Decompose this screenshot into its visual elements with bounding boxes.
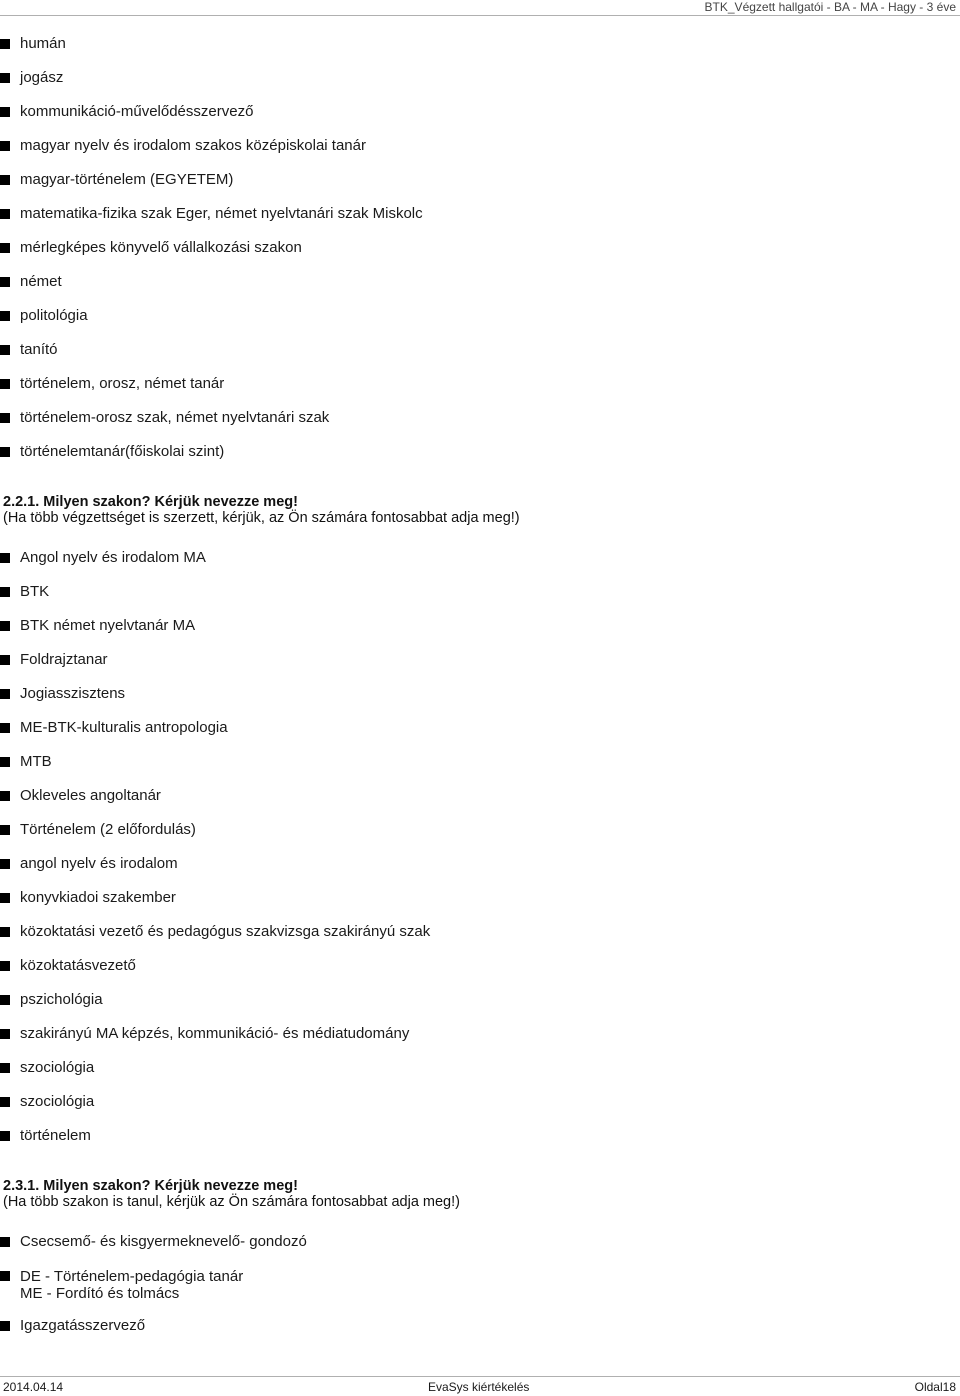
list-item (0, 1309, 960, 1343)
list-item-line: konyvkiadoi szakember (20, 889, 176, 906)
square-bullet-icon (0, 791, 10, 801)
list-item-label (20, 231, 302, 265)
list-item-label (20, 401, 329, 435)
list-item-line: szociológia (20, 1059, 95, 1076)
answer-list-3 (0, 1225, 960, 1343)
square-bullet-icon (0, 893, 10, 903)
list-item (0, 711, 960, 745)
list-item (0, 779, 960, 813)
list-item-label (20, 27, 66, 61)
list-item-line: kommunikáció-művelődésszervező (20, 103, 254, 120)
list-item (0, 1085, 960, 1119)
question-title: 2.2.1. Milyen szakon? Kérjük nevezze meg! (3, 494, 298, 510)
list-item-label (20, 367, 224, 401)
list-item-line: történelem-orosz szak, német nyelvtanári szak (20, 409, 330, 426)
list-item-label (20, 541, 206, 575)
list-item-label (20, 197, 423, 231)
list-item-line: közoktatásvezető (20, 957, 136, 974)
list-item (0, 847, 960, 881)
list-item-line: magyar-történelem (EGYETEM) (20, 171, 234, 188)
square-bullet-icon (0, 447, 10, 457)
square-bullet-icon (0, 825, 10, 835)
list-item-label (20, 1309, 145, 1343)
list-item (0, 813, 960, 847)
list-item (0, 265, 960, 299)
list-item-line: BTK német nyelvtanár MA (20, 617, 196, 634)
page-footer (0, 1376, 960, 1396)
list-item (0, 745, 960, 779)
list-item-line: Jogiasszisztens (20, 685, 126, 702)
list-item-line: mérlegképes könyvelő vállalkozási szakon (20, 239, 302, 256)
square-bullet-icon (0, 209, 10, 219)
list-item-label (20, 1017, 409, 1051)
list-item (0, 575, 960, 609)
footer-page-number: Oldal18 (914, 1380, 956, 1394)
header-title: BTK_Végzett hallgatói - BA - MA - Hagy - 3 éve (704, 0, 956, 14)
list-item (0, 541, 960, 575)
list-item-line: szociológia (20, 1093, 95, 1110)
list-item (0, 333, 960, 367)
list-item-line: MTB (20, 753, 52, 770)
list-item-label (20, 1085, 94, 1119)
square-bullet-icon (0, 1237, 10, 1247)
list-item-line: Igazgatásszervező (20, 1317, 146, 1334)
list-item-label (20, 265, 62, 299)
question-2-2-1 (3, 494, 520, 526)
list-item (0, 949, 960, 983)
question-title: 2.3.1. Milyen szakon? Kérjük nevezze meg! (3, 1178, 298, 1194)
list-item-label (20, 609, 195, 643)
list-item-line: ME - Fordító és tolmács (20, 1285, 180, 1302)
square-bullet-icon (0, 757, 10, 767)
list-item-label (20, 299, 88, 333)
question-subtitle: (Ha több végzettséget is szerzett, kérjük, az Ön számára fontosabbat adja meg!) (3, 510, 520, 526)
square-bullet-icon (0, 1321, 10, 1331)
square-bullet-icon (0, 141, 10, 151)
square-bullet-icon (0, 995, 10, 1005)
list-item-label (20, 1051, 94, 1085)
list-item (0, 163, 960, 197)
list-item-label (20, 1225, 307, 1259)
square-bullet-icon (0, 1271, 10, 1281)
list-item-line: politológia (20, 307, 88, 324)
square-bullet-icon (0, 859, 10, 869)
list-item (0, 367, 960, 401)
list-item (0, 197, 960, 231)
square-bullet-icon (0, 175, 10, 185)
square-bullet-icon (0, 553, 10, 563)
square-bullet-icon (0, 1063, 10, 1073)
list-item-label (20, 711, 228, 745)
list-item (0, 677, 960, 711)
list-item-line: ME-BTK-kulturalis antropologia (20, 719, 228, 736)
square-bullet-icon (0, 1097, 10, 1107)
list-item-line: tanító (20, 341, 58, 358)
list-item (0, 1119, 960, 1153)
square-bullet-icon (0, 587, 10, 597)
list-item-line: közoktatási vezető és pedagógus szakvizsga szakirányú szak (20, 923, 431, 940)
answer-list-1 (0, 27, 960, 469)
square-bullet-icon (0, 927, 10, 937)
list-item (0, 915, 960, 949)
list-item (0, 435, 960, 469)
square-bullet-icon (0, 1131, 10, 1141)
square-bullet-icon (0, 73, 10, 83)
list-item-line: Csecsemő- és kisgyermeknevelő- gondozó (20, 1233, 307, 1250)
list-item-label (20, 745, 52, 779)
list-item (0, 609, 960, 643)
list-item-line: DE - Történelem-pedagógia tanár (20, 1268, 244, 1285)
list-item (0, 1225, 960, 1259)
question-2-3-1 (3, 1178, 460, 1210)
list-item-label (20, 95, 253, 129)
list-item-line: matematika-fizika szak Eger, német nyelvtanári szak Miskolc (20, 205, 423, 222)
list-item-label (20, 575, 49, 609)
list-item-line: történelem, orosz, német tanár (20, 375, 225, 392)
list-item-line: történelem (20, 1127, 91, 1144)
list-item-label (20, 813, 196, 847)
list-item-line: Foldrajztanar (20, 651, 108, 668)
list-item-label (20, 163, 233, 197)
page-header (0, 0, 960, 16)
square-bullet-icon (0, 655, 10, 665)
list-item-label (20, 435, 224, 469)
square-bullet-icon (0, 277, 10, 287)
list-item (0, 983, 960, 1017)
list-item-line: történelemtanár(főiskolai szint) (20, 443, 225, 460)
square-bullet-icon (0, 379, 10, 389)
list-item (0, 299, 960, 333)
list-item (0, 95, 960, 129)
question-subtitle: (Ha több szakon is tanul, kérjük az Ön számára fontosabbat adja meg!) (3, 1194, 460, 1210)
square-bullet-icon (0, 621, 10, 631)
list-item-line: jogász (20, 69, 64, 86)
square-bullet-icon (0, 1029, 10, 1039)
square-bullet-icon (0, 311, 10, 321)
square-bullet-icon (0, 961, 10, 971)
list-item (0, 881, 960, 915)
answer-list-2 (0, 541, 960, 1153)
footer-date: 2014.04.14 (3, 1380, 64, 1394)
list-item-label (20, 61, 63, 95)
square-bullet-icon (0, 39, 10, 49)
square-bullet-icon (0, 243, 10, 253)
list-item-line: humán (20, 35, 66, 52)
list-item-label (20, 643, 108, 677)
list-item-line: Történelem (2 előfordulás) (20, 821, 196, 838)
list-item-label (20, 949, 136, 983)
list-item-line: angol nyelv és irodalom (20, 855, 178, 872)
list-item-label (20, 847, 178, 881)
list-item (0, 1259, 960, 1309)
list-item-label (20, 779, 161, 813)
list-item-line: BTK (20, 583, 50, 600)
list-item (0, 231, 960, 265)
list-item-label (20, 1119, 91, 1153)
list-item-label (20, 915, 430, 949)
list-item-line: szakirányú MA képzés, kommunikáció- és médiatudomány (20, 1025, 410, 1042)
footer-center: EvaSys kiértékelés (428, 1380, 530, 1394)
list-item (0, 401, 960, 435)
list-item (0, 1051, 960, 1085)
list-item-line: Okleveles angoltanár (20, 787, 161, 804)
square-bullet-icon (0, 413, 10, 423)
list-item (0, 27, 960, 61)
square-bullet-icon (0, 107, 10, 117)
list-item (0, 61, 960, 95)
list-item (0, 1017, 960, 1051)
list-item-label (20, 1268, 243, 1302)
square-bullet-icon (0, 689, 10, 699)
square-bullet-icon (0, 723, 10, 733)
list-item-line: Angol nyelv és irodalom MA (20, 549, 206, 566)
list-item-label (20, 983, 103, 1017)
list-item-line: pszichológia (20, 991, 103, 1008)
list-item-label (20, 333, 58, 367)
list-item (0, 643, 960, 677)
list-item (0, 129, 960, 163)
list-item-label (20, 129, 366, 163)
list-item-label (20, 677, 125, 711)
list-item-line: német (20, 273, 62, 290)
square-bullet-icon (0, 345, 10, 355)
list-item-line: magyar nyelv és irodalom szakos középiskolai tanár (20, 137, 366, 154)
list-item-label (20, 881, 176, 915)
